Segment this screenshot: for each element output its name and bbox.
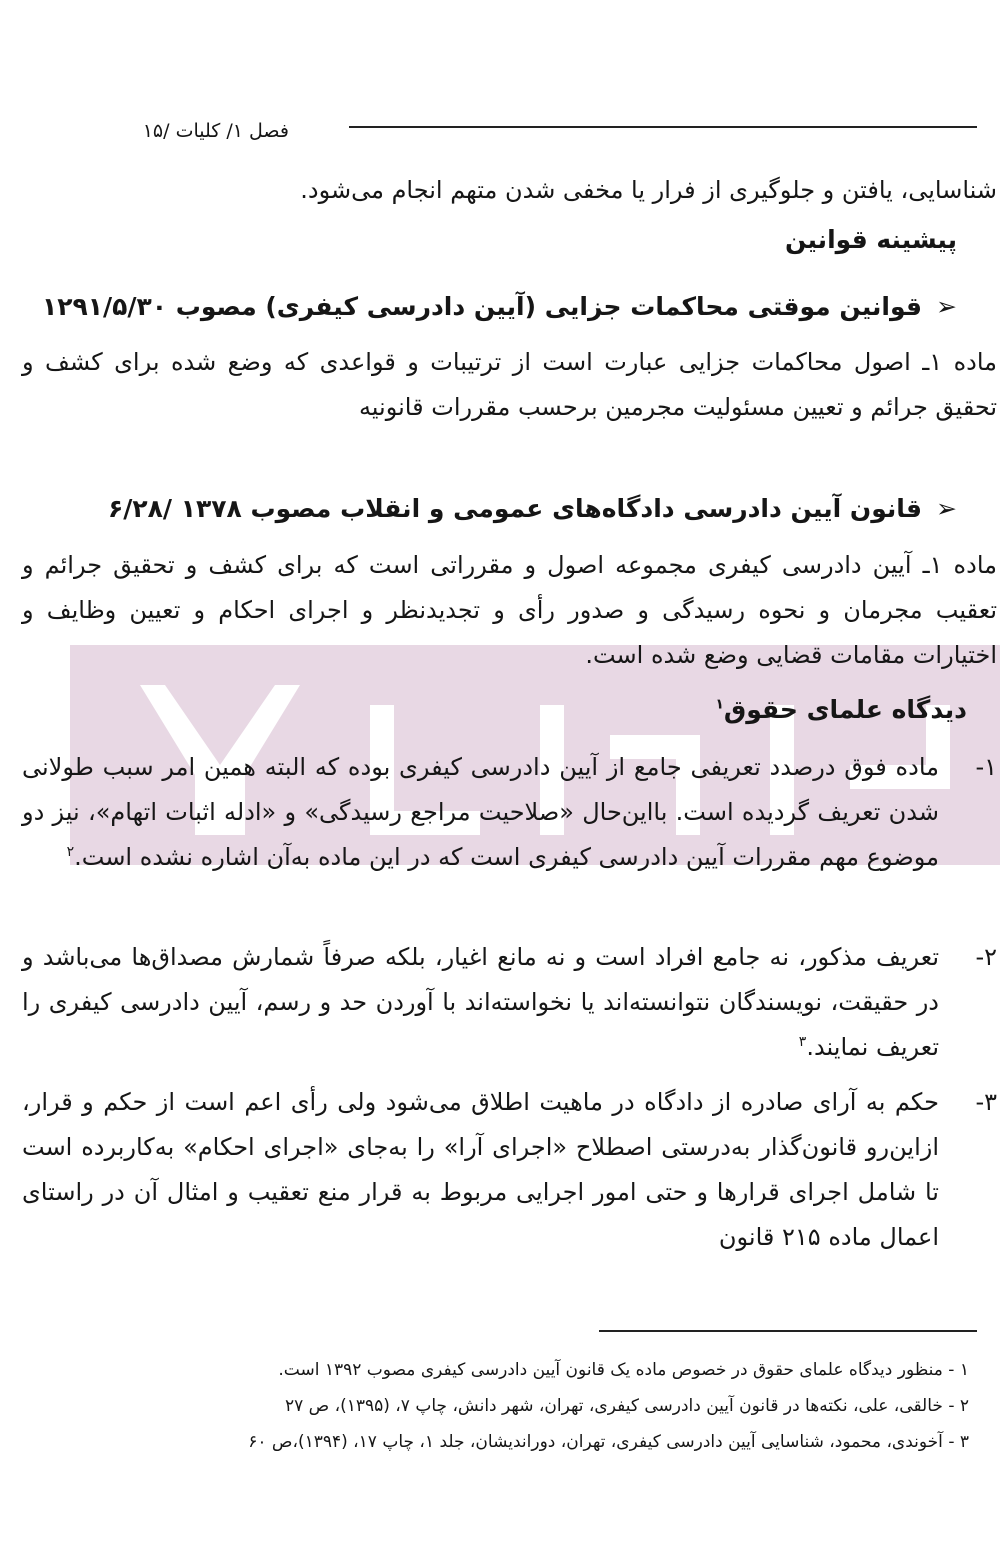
- law1-title: قوانین موقتی محاکمات جزایی (آیین دادرسی کیفری) مصوب ۱۲۹۱/۵/۳۰: [41, 292, 923, 321]
- intro-line: شناسایی، یافتن و جلوگیری از فرار یا مخفی شدن متهم انجام می‌شود.: [300, 176, 997, 204]
- item-number: ۲-: [975, 943, 997, 971]
- list-item: [22, 935, 997, 1070]
- footnote: ۲ - خالقی، علی، نکته‌ها در قانون آیین دادرسی کیفری، تهران، شهر دانش، چاپ ۷، (۱۳۹۵)، ص ۲۷: [284, 1396, 969, 1416]
- running-header: فصل ۱/ کلیات /۱۵: [142, 120, 289, 142]
- footnote: ۳ - آخوندی، محمود، شناسایی آیین دادرسی کیفری، تهران، دوراندیشان، جلد ۱، چاپ ۱۷، (۱۳۹۴)،ص ۶۰: [248, 1432, 969, 1452]
- list-item: [22, 1080, 997, 1260]
- item-text: حکم به آرای صادره از دادگاه در ماهیت اطلاق می‌شود ولی رأی اعم است از حکم و قرار، ازاین‌رو قانون‌گذار به‌درستی اصطلاح «اجرای آرا» را به‌جای «اجرای احکام» به‌کاربرده است تا شامل اجرای قرارها و حتی امور اجرایی مربوط به قرار منع تعقیب و امثال آن در راستای اعمال ماده ۲۱۵ قانون: [22, 1088, 939, 1251]
- item-text: تعریف مذکور، نه جامع افراد است و نه مانع اغیار، بلکه صرفاً شمارش مصداق‌ها می‌باشد و در حقیقت، نویسندگان نتوانسته‌اند یا نخواسته‌اند با آوردن حد و رسم، آیین دادرسی کیفری را تعریف نمایند.$^۳$: [22, 943, 939, 1061]
- scholars-heading: [715, 695, 967, 724]
- list-item: [22, 745, 997, 880]
- law1-text: ماده ۱ـ اصول محاکمات جزایی عبارت است از ترتیبات و قواعدی که وضع شده برای کشف و تحقیق جرائم و تعیین مسئولیت مجرمین برحسب مقررات قانونیه: [22, 348, 997, 421]
- page-header: [140, 120, 977, 150]
- section-heading: پیشینه قوانین: [784, 225, 957, 254]
- footnote-ref: ۳: [798, 1034, 807, 1050]
- bullet-arrow-icon: ➢: [936, 292, 957, 321]
- footnote-ref: ۱: [715, 696, 724, 713]
- law2-heading: [108, 494, 957, 523]
- item-number: ۱-: [975, 753, 997, 781]
- footnote-ref: ۲: [66, 844, 75, 860]
- bullet-arrow-icon: ➢: [936, 494, 957, 523]
- law1-heading: [42, 292, 957, 321]
- law2-text: ماده ۱ـ آیین دادرسی کیفری مجموعه اصول و مقرراتی است که برای کشف و تحقیق جرائم و تعقیب مجرمان و نحوه رسیدگی و صدور رأی و تجدیدنظر و اجرای احکام و تعیین وظایف و اختیارات مقامات قضایی وضع شده است.: [22, 551, 997, 669]
- law2-title: قانون آیین دادرسی دادگاه‌های عمومی و انقلاب مصوب ۱۳۷۸ /۶/۲۸: [107, 494, 923, 523]
- footnote-rule: [599, 1330, 977, 1332]
- item-text: ماده فوق درصدد تعریفی جامع از آیین دادرسی کیفری بوده که البته همین امر سبب طولانی شدن تعریف گردیده است. بااین‌حال «صلاحیت مراجع رسیدگی» و «ادله اثبات اتهام»، نیز دو موضوع مهم مقررات آیین دادرسی کیفری است که در این ماده به‌آن اشاره نشده است.$^۲$: [22, 753, 939, 871]
- header-rule: [349, 126, 977, 128]
- footnote: ۱ - منظور دیدگاه علمای حقوق در خصوص ماده یک قانون آیین دادرسی کیفری مصوب ۱۳۹۲ است.: [278, 1360, 969, 1380]
- scholars-heading-text: دیدگاه علمای حقوق: [723, 695, 967, 724]
- item-number: ۳-: [975, 1088, 997, 1116]
- footnotes: [248, 1352, 969, 1460]
